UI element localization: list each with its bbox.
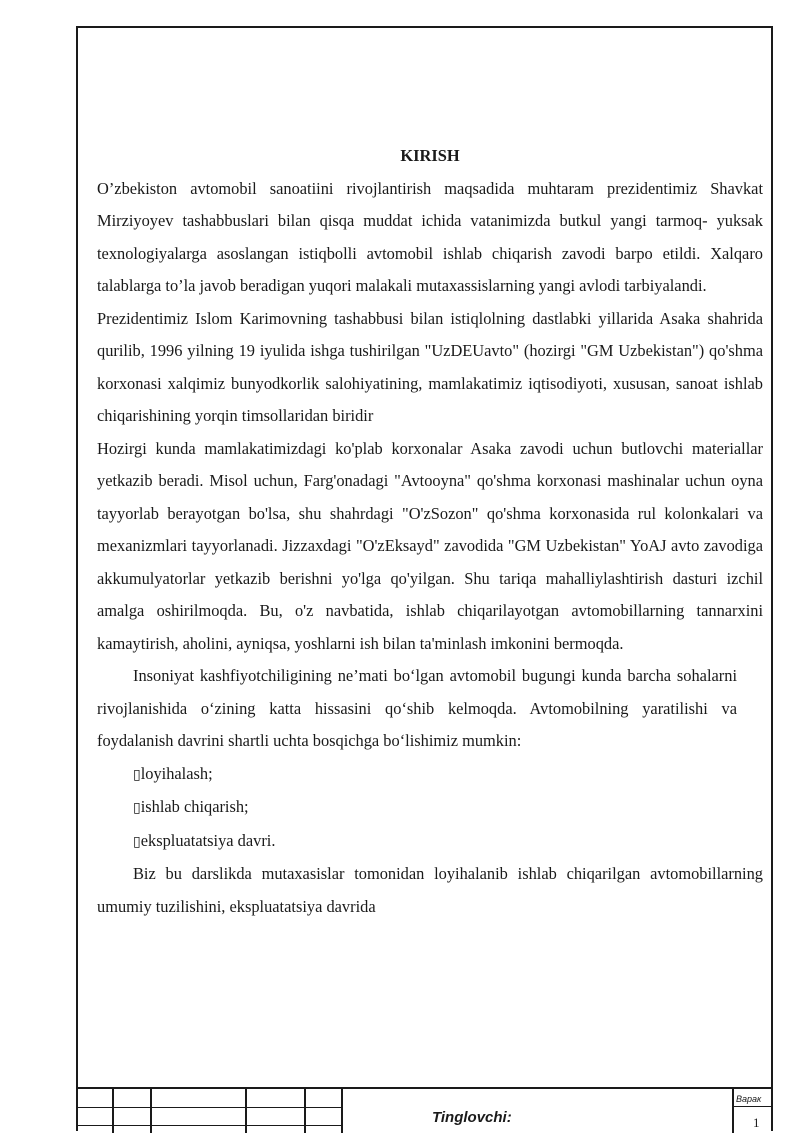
stamp-row-line [76, 1107, 342, 1108]
bullet-box-icon: ▯ [133, 800, 141, 816]
paragraph-1: O’zbekiston avtomobil sanoatiini rivojlantirish maqsadida muhtaram prezidentimiz Shavkat Mirziyoyev tashabbuslari bilan qisqa muddat ichida vatanimizda butkul yangi tarmoq- yuksak texnologiyalarga asoslangan istiqbolli avtomobil ishlab chiqarish zavodi barpo etildi. Xalqaro talablarga to’la javob beradigan yuqori malakali mutaxassislarning yangi avlodi tarbiyalandi. [97, 178, 763, 295]
paragraph-4: Insoniyat kashfiyotchiligining ne’mati bo‘lgan avtomobil bugungi kunda barcha sohalarni rivojlanishida o‘zining katta hissasini qo‘shib kelmoqda. Avtomobilning yaratilishi va foydalanish davrini shartli uchta bosqichga bo‘lishimiz mumkin: [97, 666, 737, 750]
paragraph-2: Prezidentimiz Islom Karimovning tashabbusi bilan istiqlolning dastlabki yillarida Asaka shahrida qurilib, 1996 yilning 19 iyulida ishga tushirilgan "UzDEUavto" (hozirgi "GM Uzbekistan") qo'shma korxonasi xalqimiz bunyodkorlik salohiyatining, mamlakatimiz iqtisodiyoti, xususan, sanoat ishlab chiqarishining yorqin timsollaridan biridir [97, 308, 763, 425]
sheet-label: Варак [736, 1094, 762, 1104]
document-body [97, 140, 763, 923]
stamp-divider [112, 1089, 114, 1133]
stamp-divider [304, 1089, 306, 1133]
stamp-divider [150, 1089, 152, 1133]
bullet-box-icon: ▯ [133, 833, 141, 850]
closing-paragraph: Biz bu darslikda mutaxasislar tomonidan loyihalanib ishlab chiqarilgan avtomobillarning umumiy tuzilishini, ekspluatatsiya davrida [97, 864, 763, 916]
stamp-divider [245, 1089, 247, 1133]
stamp-divider [341, 1089, 343, 1133]
list-item [97, 825, 773, 859]
stamp-row-line [732, 1106, 773, 1107]
sheet-number: 1 [753, 1115, 760, 1130]
document-title: KIRISH [400, 146, 460, 165]
list-item-text: ekspluatatsiya davri. [140, 830, 276, 850]
list-item [97, 758, 773, 792]
listener-label: Tinglovchi: [432, 1109, 512, 1126]
list-item-text: ishlab chiqarish; [140, 797, 249, 816]
list-item-text: loyihalash; [140, 763, 213, 783]
paragraph-3: Hozirgi kunda mamlakatimizdagi ko'plab korxonalar Asaka zavodi uchun butlovchi materiallar yetkazib beradi. Misol uchun, Farg'onadagi "Avtooyna" qo'shma korxonasi mashinalar uchun oyna tayyorlab berayotgan bo'lsa, shu shahrdagi "O'zSozon" qo'shma korxonasida rul kolonkalari va mexanizmlari tayyorlanadi. Jizzaxdagi "O'zEksayd" zavodida "GM Uzbekistan" YoAJ avto zavodiga akkumulyatorlar yetkazib berishni yo'lga qo'yilgan. Shu tariqa mahalliylashtirish dasturi izchil amalga oshirilmoqda. Bu, o'z navbatida, ishlab chiqarilayotgan avtomobillarning tannarxini kamaytirish, aholini, ayniqsa, yoshlarni ish bilan ta'minlash imkonini bermoqda. [97, 438, 763, 653]
stamp-divider [732, 1089, 734, 1133]
bullet-box-icon: ▯ [133, 766, 141, 783]
title-block [76, 1087, 773, 1133]
stamp-row-line [76, 1125, 342, 1126]
list-item [97, 791, 773, 825]
